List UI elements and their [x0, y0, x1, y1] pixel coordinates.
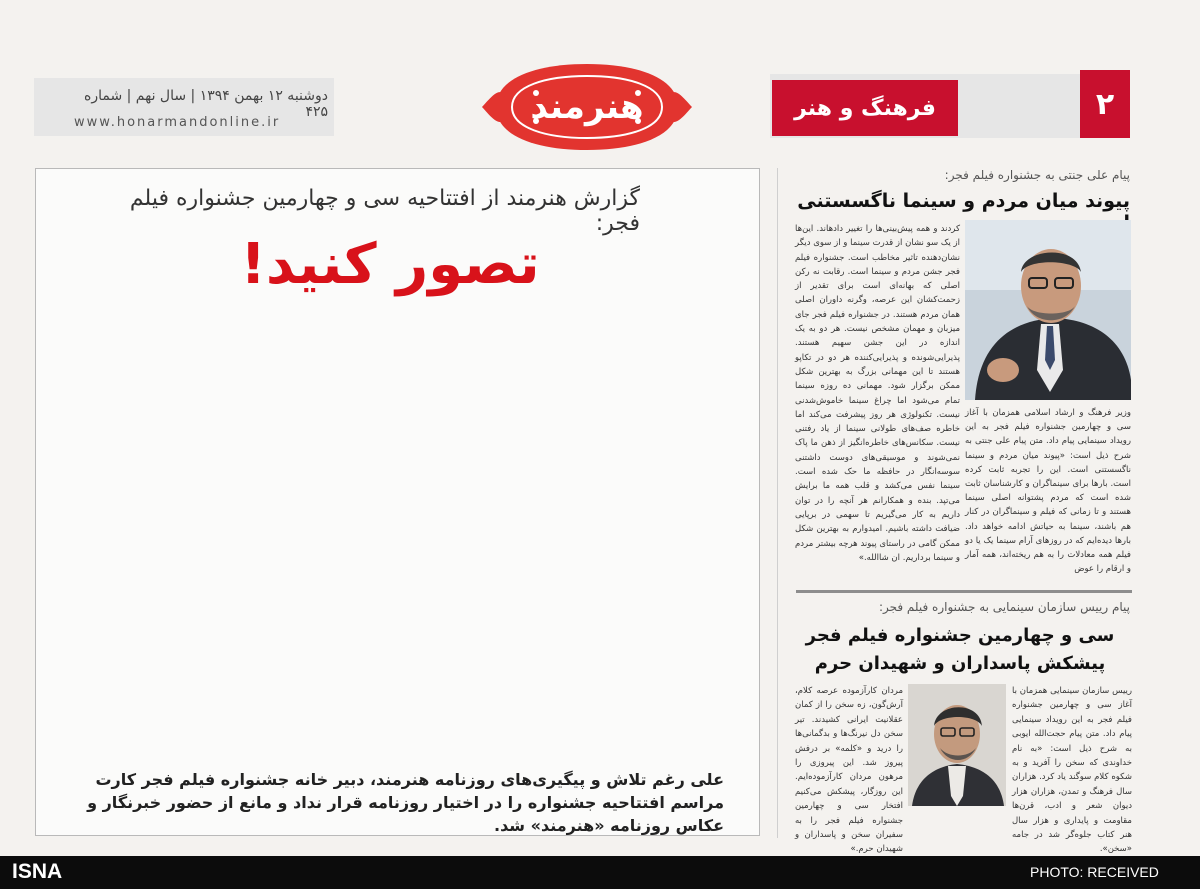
section-title: فرهنگ و هنر: [772, 80, 958, 136]
article1-body: کردند و همه پیش‌بینی‌ها را تغییر دادهاند. این‌ها از یک سو نشان از قدرت سینما و از سوی دیگر نشان‌دهنده تاثیر مخاطب است. جشنواره فیلم فجر جشن مردم و سینما است. رقابت نه رکن اصلی که بهانه‌ای است برای تقدیر از زحمت‌کشان این عرصه، وگرنه داوران اصلی همان مردم هستند. در جشنواره فیلم فجر جای میزبان و مهمان مشخص نیست. هر دو به یک اندازه در این جشن سهیم هستند. پذیرایی‌شونده و پذیرایی‌کننده هر دو در تکاپو هستند تا این مهمانی بزرگ به بهترین شکل ممکن برگزار شود. مهمانی ده روزه سینما تمام می‌شود اما چراغ سینما خاموش‌شدنی نیست. تکنولوژی هر روز پیشرفت می‌کند اما خاطره صف‌های طولانی سینما از یاد رفتنی نیست. سکانس‌های خاطره‌انگیز از ذهن ما پاک نمی‌شوند و موسیقی‌های دوست داشتنی سوسه‌انگار در حافظه ما حک شده است. سینما نفس می‌کشد و قلب همه ما برایش می‌تپد. بنده و همکارانم هر آنچه را در توان داریم به کار می‌گیریم تا سهمی در برپایی ضیافت داشته باشیم. امیدوارم به بهترین شکل ممکن گامی در راستای پیوند هرچه بیشتر مردم و سینما برداریم. ان شاالله.»: [795, 224, 960, 563]
main-headline: تصور کنید!: [240, 232, 540, 297]
article1-body-continued: وزیر فرهنگ و ارشاد اسلامی همزمان با آغاز سی و چهارمین جشنواره فیلم فجر به این رویداد سینمایی پیام داد. متن پیام علی جنتی به شرح ذیل است: «پیوند میان مردم و سینما ناگسستنی است. این را تجربه ثابت کرده است. بارها برای سینماگران و کارشناسان ثابت شده است که مردم پشتوانه اصلی سینما هستند و تا زمانی که فیلم و سینماگران در کنار هم باشند، سینما به حیاتش ادامه خواهد داد. بارها دیده‌ایم که در روزهای آرام سینما یک یا دو فیلم همه معادلات را به هم ریخته‌اند، همه آمار و ارقام را عوض: [965, 408, 1131, 575]
photo-credit: PHOTO: RECEIVED: [1030, 864, 1159, 880]
newspaper-logo: [476, 58, 698, 156]
article1-photo: [965, 220, 1131, 400]
article2-body-continued: مردان کارآزموده عرصه کلام، آرش‌گون، زه سخن را از کمان عقلانیت ایرانی کشیدند. تیر سخن دل نیرنگ‌ها و بدگمانی‌ها را درید و «کلمه» بر درفش پیروز شد. این پیروزی را مرهون مردان کارآزموده‌ایم. این روزگار، پیشکش می‌کنیم افتخار سی و چهارمین جشنواره فیلم فجر را به سفیران سخن و پاسداران و شهیدان حرم.»: [795, 686, 903, 855]
page-number: ۲: [1080, 70, 1130, 138]
article2-photo: [908, 684, 1006, 806]
footer-bar: [0, 856, 1200, 889]
article2-body: رییس سازمان سینمایی همزمان با آغاز سی و چهارمین جشنواره فیلم فجر به این رویداد سینمایی پیام داد. متن پیام حجت‌الله ایوبی به شرح ذیل است: «به نام خداوندی که سخن را آفرید و به شکوه کلام سوگند یاد کرد. هزاران سال فرهنگ و تمدن، هزاران هزار دیوان شعر و ادب، قرن‌ها مقاومت و پایداری و هزار سال هنر کتاب جلوه‌گر شد در جامه «سخن».: [1012, 686, 1132, 855]
main-kicker: گزارش هنرمند از افتتاحیه سی و چهارمین جشنواره فیلم فجر:: [129, 186, 640, 236]
article2-title: سی و چهارمین جشنواره فیلم فجر پیشکش پاسداران و شهیدان حرم: [805, 625, 1115, 674]
article-separator: [796, 590, 1132, 593]
agency-logo: ISNA: [12, 860, 63, 883]
article1-title: پیوند میان مردم و سینما ناگسستنی: [797, 190, 1130, 212]
main-note: علی رغم تلاش و پیگیری‌های روزنامه هنرمند، دبیر خانه جشنواره فیلم فجر کارت مراسم افتتاحیه جشنواره را در اختیار روزنامه قرار نداد و مانع از حضور خبرنگار و عکاس روزنامه «هنرمند» شد.: [87, 770, 724, 835]
article1-kicker: پیام علی جنتی به جشنواره فیلم فجر:: [944, 168, 1130, 182]
article2-kicker: پیام رییس سازمان سینمایی به جشنواره فیلم فجر:: [878, 600, 1130, 614]
logo-text: هنرمند: [530, 87, 644, 127]
column-divider: [777, 168, 778, 838]
dateline: دوشنبه ۱۲ بهمن ۱۳۹۴ | سال نهم | شماره ۴۲۵: [84, 88, 328, 120]
website-url[interactable]: www.honarmandonline.ir: [74, 115, 281, 130]
